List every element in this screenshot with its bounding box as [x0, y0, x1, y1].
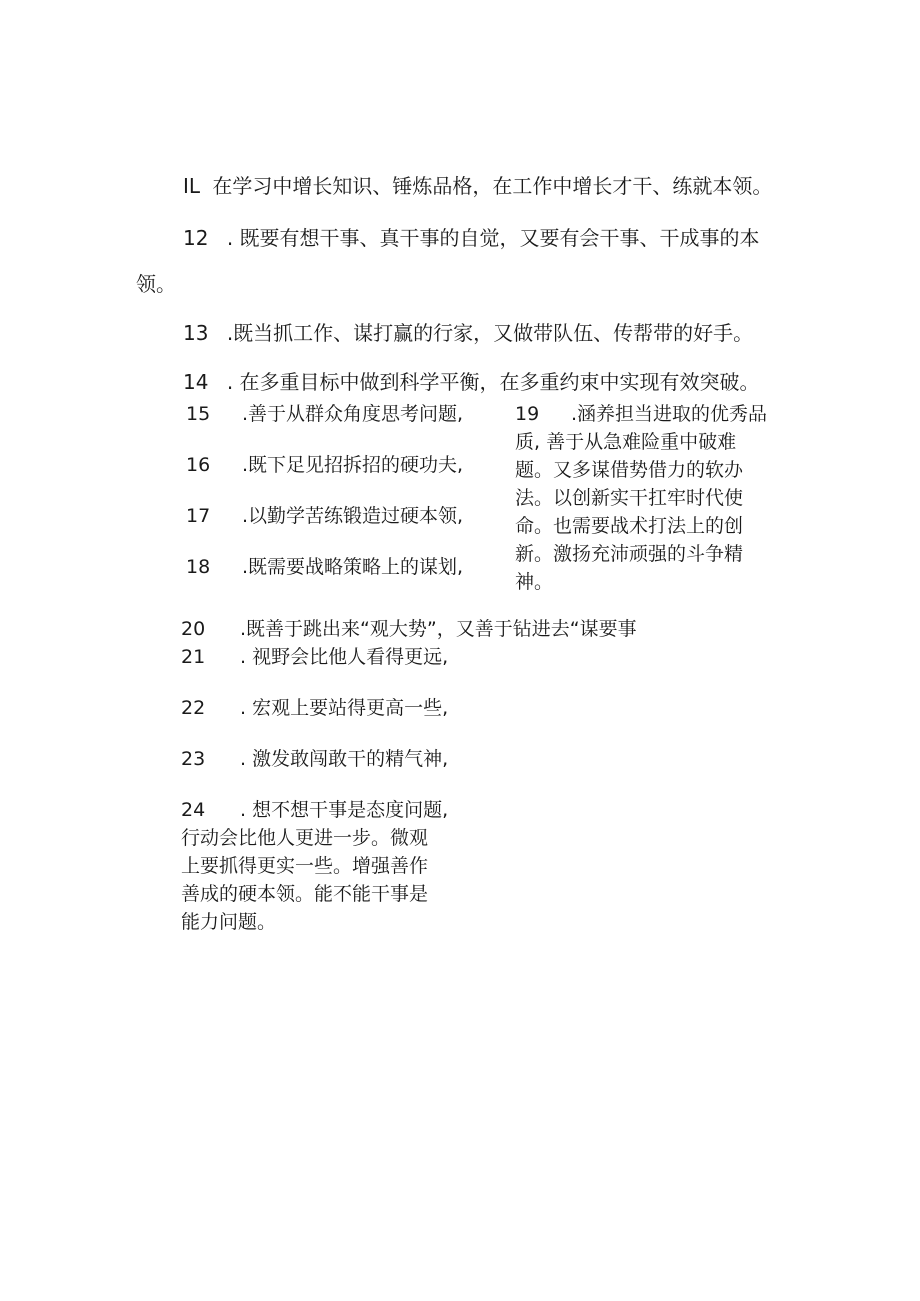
item-number: 14 — [183, 370, 209, 394]
list-item-19-continuation — [515, 428, 743, 596]
item-number: 13 — [183, 321, 209, 345]
list-item-14 — [183, 369, 760, 395]
item-text: .善于从群众角度思考问题, — [242, 403, 464, 425]
list-item-11 — [183, 173, 772, 199]
list-item-12-continuation: 领。 — [136, 272, 176, 296]
item-text: .涵养担当进取的优秀品 — [571, 403, 768, 425]
item-text-line: 善成的硬本领。能不能干事是 — [181, 883, 429, 905]
item-number: 20 — [181, 618, 206, 640]
list-item-19 — [515, 401, 815, 427]
item-number: 22 — [181, 697, 206, 719]
item-number: 19 — [515, 403, 540, 425]
item-text-line: 题。又多谋借势借力的软办 — [515, 459, 744, 481]
item-text: .既需要战略策略上的谋划, — [242, 556, 464, 578]
item-text: .既善于跳出来“观大势”，又善于钻进去“谋要事 — [240, 618, 637, 640]
item-text: .既当抓工作、谋打赢的行家，又做带队伍、传帮带的好手。 — [226, 321, 754, 345]
list-item-18 — [186, 554, 506, 580]
item-text-line: 新。激扬充沛顽强的斗争精 — [515, 543, 744, 565]
list-item-21 — [181, 644, 501, 670]
item-text-line: 上要抓得更实一些。增强善作 — [181, 855, 429, 877]
item-number: 18 — [186, 556, 211, 578]
item-number: 23 — [181, 748, 206, 770]
item-text-line: 行动会比他人更进一步。微观 — [181, 827, 429, 849]
item-text: . 视野会比他人看得更远, — [240, 646, 449, 668]
item-text: .以勤学苦练锻造过硬本领, — [242, 505, 464, 527]
item-number: 21 — [181, 646, 206, 668]
list-item-23 — [181, 746, 501, 772]
item-text: . 既要有想干事、真干事的自觉，又要有会干事、干成事的本 — [226, 226, 760, 250]
list-item-24 — [181, 797, 501, 823]
item-text: . 想不想干事是态度问题, — [240, 799, 449, 821]
item-number: IL — [183, 174, 201, 198]
item-text: . 在多重目标中做到科学平衡，在多重约束中实现有效突破。 — [226, 370, 760, 394]
item-number: 24 — [181, 799, 206, 821]
list-item-13 — [183, 320, 753, 346]
item-text: 在学习中增长知识、锤炼品格，在工作中增长才干、练就本领。 — [212, 174, 773, 198]
item-text: . 激发敢闯敢干的精气神, — [240, 748, 449, 770]
item-number: 16 — [186, 454, 211, 476]
list-item-17 — [186, 503, 506, 529]
list-item-12 — [183, 225, 760, 251]
list-item-22 — [181, 695, 501, 721]
item-text-line: 能力问题。 — [181, 911, 277, 933]
item-text-line: 法。以创新实干扛牢时代使 — [515, 487, 744, 509]
item-number: 15 — [186, 403, 211, 425]
item-text: . 宏观上要站得更高一些, — [240, 697, 449, 719]
list-item-24-continuation — [181, 824, 428, 936]
item-number: 12 — [183, 226, 209, 250]
list-item-20 — [181, 616, 801, 642]
item-text-line: 质, 善于从急难险重中破难 — [515, 431, 737, 453]
list-item-15 — [186, 401, 506, 427]
item-text-line: 神。 — [515, 571, 554, 593]
item-text: .既下足见招拆招的硬功夫, — [242, 454, 464, 476]
item-text-line: 命。也需要战术打法上的创 — [515, 515, 744, 537]
item-number: 17 — [186, 505, 211, 527]
list-item-16 — [186, 452, 506, 478]
